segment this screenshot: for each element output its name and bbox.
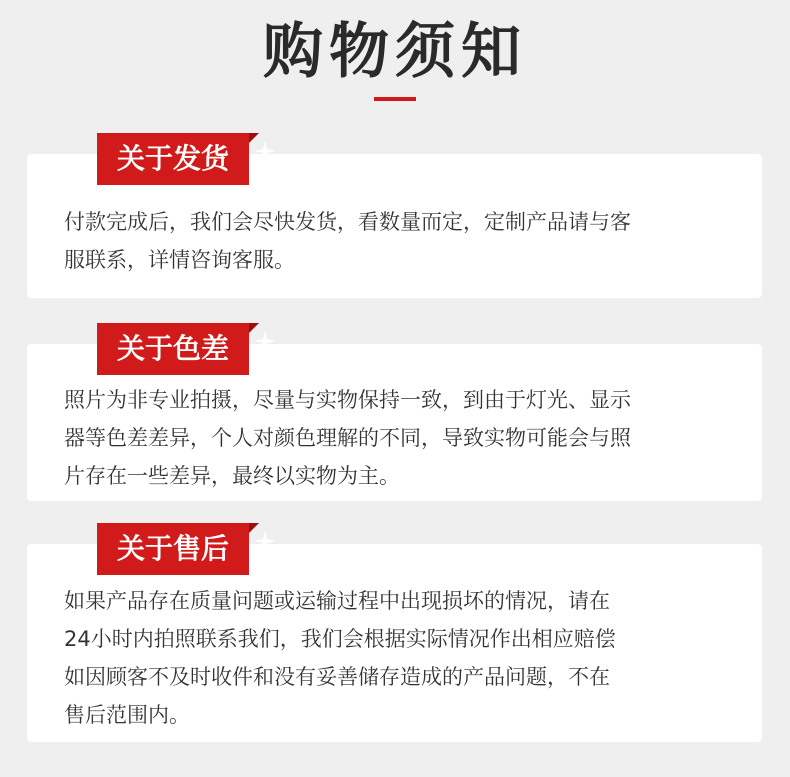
- sparkle-icon: [254, 140, 276, 162]
- shipping-tag-label: 关于发货: [117, 142, 230, 175]
- shipping-tag: [97, 133, 249, 185]
- color-difference-tag: [97, 323, 249, 375]
- after-sales-tag: [97, 523, 249, 575]
- shipping-text: 付款完成后，我们会尽快发货，看数量而定，定制产品请与客 服联系，详情咨询客服。: [64, 210, 631, 272]
- after-sales-text: 如果产品存在质量问题或运输过程中出现损坏的情况，请在 24小时内拍照联系我们，我们会根据实际情况作出相应赔偿 如因顾客不及时收件和没有妥善储存造成的产品问题，不在 售后范围内。: [64, 589, 616, 727]
- after-sales-tag-label: 关于售后: [117, 532, 230, 565]
- title-underline: [374, 97, 416, 101]
- color-difference-text: 照片为非专业拍摄，尽量与实物保持一致，到由于灯光、显示 器等色差差异，个人对颜色理解的不同，导致实物可能会与照 片存在一些差异，最终以实物为主。: [64, 388, 631, 488]
- sparkle-icon: [254, 530, 276, 552]
- page-title: 购物须知: [263, 17, 527, 87]
- color-difference-tag-label: 关于色差: [117, 332, 230, 365]
- sparkle-icon: [254, 330, 276, 352]
